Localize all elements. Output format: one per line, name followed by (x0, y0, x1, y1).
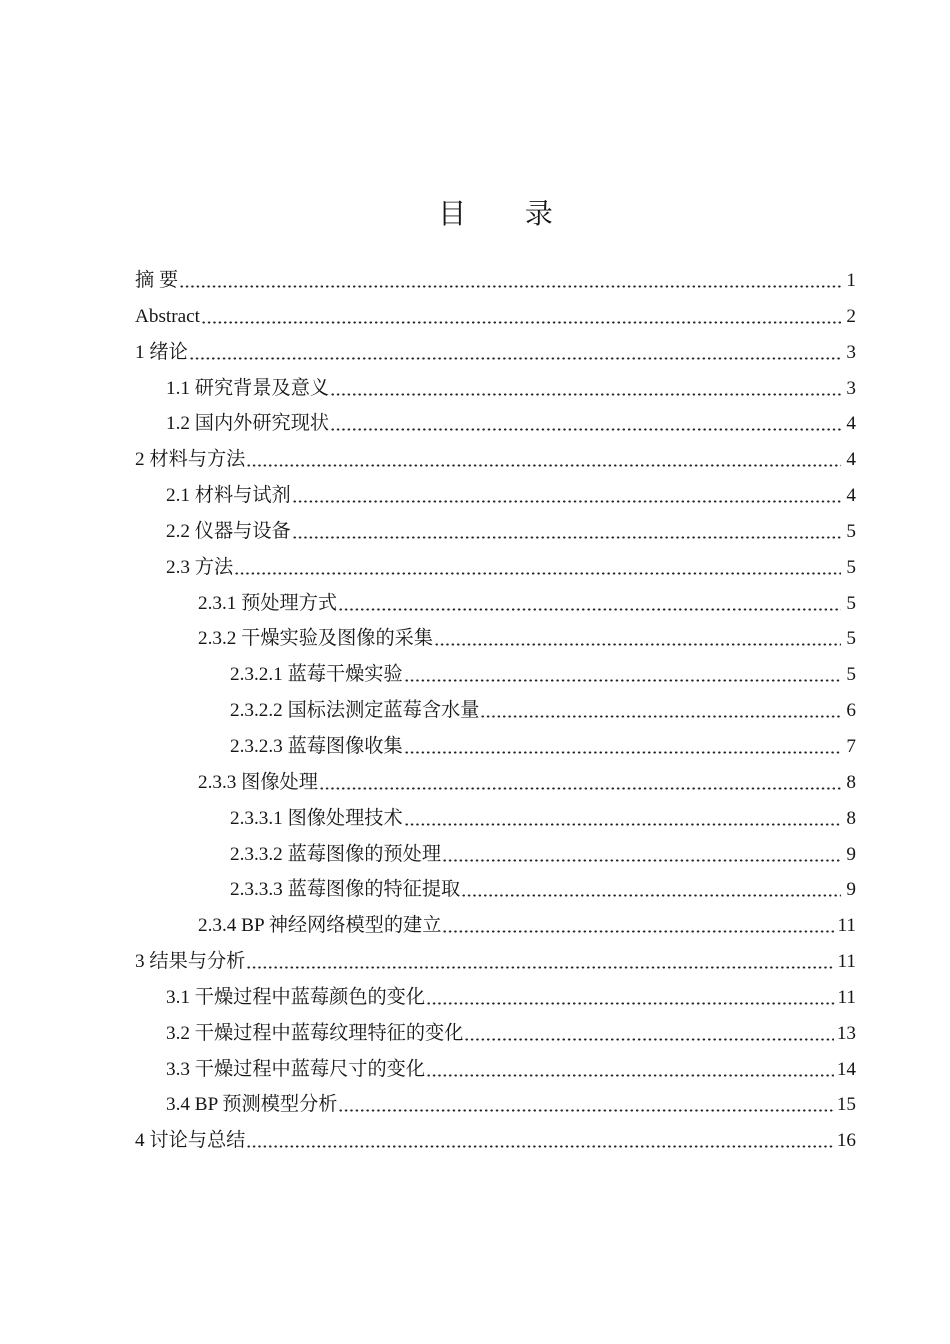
toc-entry-label: 2.3 方法 (166, 556, 234, 578)
toc-entry-label: 1.2 国内外研究现状 (166, 413, 330, 435)
toc-entry-page-number: 1 (846, 270, 856, 291)
toc-entry-label: 2.3.4 BP 神经网络模型的建立 (198, 915, 442, 937)
toc-entry-label: 3 结果与分析 (135, 951, 246, 973)
toc-entry-label: 3.3 干燥过程中蓝莓尺寸的变化 (166, 1058, 426, 1080)
toc-entry-label: 2.1 材料与试剂 (166, 485, 291, 507)
toc-entry[interactable] (135, 1087, 856, 1123)
toc-entry[interactable] (135, 980, 856, 1016)
toc-entry-page-number: 7 (846, 735, 856, 757)
toc-entry-label: 1.1 研究背景及意义 (166, 377, 330, 399)
dot-leader (201, 299, 841, 335)
dot-leader (442, 837, 841, 873)
toc-entry-page-number: 5 (846, 520, 856, 542)
dot-leader (404, 729, 841, 765)
dot-leader (464, 1016, 833, 1052)
toc-entry-label: 2.3.3.3 蓝莓图像的特征提取 (230, 879, 461, 901)
dot-leader (246, 442, 841, 478)
toc-entry[interactable] (135, 586, 856, 622)
toc-list (135, 263, 856, 1159)
toc-entry-label: Abstract (135, 305, 201, 327)
toc-entry[interactable] (135, 872, 856, 908)
dot-leader (461, 872, 841, 908)
toc-entry-page-number: 3 (846, 341, 856, 363)
toc-entry-label: 2.3.2.1 蓝莓干燥实验 (230, 664, 403, 686)
dot-leader (338, 1087, 833, 1123)
toc-entry[interactable] (135, 299, 856, 335)
toc-entry-label: 2.3.1 预处理方式 (198, 592, 338, 614)
toc-entry-page-number: 5 (846, 556, 856, 578)
toc-entry-page-number: 4 (846, 413, 856, 435)
toc-entry-label: 2 材料与方法 (135, 449, 246, 471)
toc-entry-label: 3.2 干燥过程中蓝莓纹理特征的变化 (166, 1022, 464, 1044)
toc-entry-label: 3.4 BP 预测模型分析 (166, 1094, 338, 1116)
toc-entry[interactable] (135, 263, 856, 299)
toc-entry-label: 1 绪论 (135, 341, 188, 363)
toc-entry-page-number: 2 (846, 305, 856, 327)
toc-entry[interactable] (135, 908, 856, 944)
toc-entry[interactable] (135, 693, 856, 729)
toc-entry-label: 2.3.2.3 蓝莓图像收集 (230, 735, 403, 757)
dot-leader (246, 944, 834, 980)
toc-entry-page-number: 13 (836, 1022, 856, 1044)
toc-entry-page-number: 8 (846, 771, 856, 793)
toc-entry-page-number: 5 (846, 592, 856, 614)
dot-leader (442, 908, 834, 944)
dot-leader (338, 586, 841, 622)
toc-entry[interactable] (135, 1016, 856, 1052)
dot-leader (480, 693, 841, 729)
toc-entry-page-number: 6 (846, 700, 856, 722)
toc-entry-page-number: 14 (836, 1058, 856, 1080)
toc-entry-label: 2.3.2 干燥实验及图像的采集 (198, 628, 434, 650)
toc-entry[interactable] (135, 729, 856, 765)
toc-entry-page-number: 5 (846, 628, 856, 650)
toc-entry-page-number: 11 (837, 951, 856, 973)
toc-entry-label: 3.1 干燥过程中蓝莓颜色的变化 (166, 986, 426, 1008)
toc-entry[interactable] (135, 621, 856, 657)
toc-entry[interactable] (135, 944, 856, 980)
toc-entry[interactable] (135, 335, 856, 371)
dot-leader (330, 371, 841, 407)
toc-entry-page-number: 11 (837, 915, 856, 937)
toc-entry[interactable] (135, 657, 856, 693)
toc-entry-label: 2.3.3.1 图像处理技术 (230, 807, 403, 829)
toc-entry[interactable] (135, 442, 856, 478)
dot-leader (434, 621, 841, 657)
dot-leader (426, 980, 834, 1016)
toc-entry-page-number: 8 (846, 807, 856, 829)
toc-entry-page-number: 4 (846, 485, 856, 507)
page-title: 目 录 (438, 199, 569, 230)
dot-leader (234, 550, 841, 586)
toc-entry[interactable] (135, 1052, 856, 1088)
toc-entry-label: 4 讨论与总结 (135, 1130, 246, 1152)
dot-leader (189, 335, 841, 371)
dot-leader (426, 1052, 834, 1088)
toc-entry[interactable] (135, 550, 856, 586)
toc-entry-page-number: 9 (846, 843, 856, 865)
toc-entry-page-number: 9 (846, 879, 856, 901)
toc-entry-page-number: 3 (846, 377, 856, 399)
dot-leader (404, 657, 841, 693)
toc-entry[interactable] (135, 406, 856, 442)
toc-entry[interactable] (135, 765, 856, 801)
toc-entry[interactable] (135, 371, 856, 407)
toc-entry-label: 2.3.3 图像处理 (198, 771, 318, 793)
dot-leader (179, 263, 841, 299)
dot-leader (246, 1123, 833, 1159)
toc-entry[interactable] (135, 478, 856, 514)
dot-leader (319, 765, 841, 801)
toc-entry-label: 2.3.2.2 国标法测定蓝莓含水量 (230, 700, 480, 722)
toc-entry-page-number: 16 (836, 1130, 856, 1152)
toc-entry-page-number: 5 (846, 664, 856, 686)
dot-leader (292, 514, 841, 550)
toc-entry-page-number: 11 (837, 986, 856, 1008)
dot-leader (330, 406, 841, 442)
toc-entry-label: 2.2 仪器与设备 (166, 520, 291, 542)
toc-entry-label: 摘 要 (135, 270, 179, 291)
dot-leader (292, 478, 841, 514)
dot-leader (404, 801, 841, 837)
toc-entry[interactable] (135, 801, 856, 837)
toc-entry[interactable] (135, 837, 856, 873)
toc-entry-page-number: 15 (836, 1094, 856, 1116)
toc-entry-label: 2.3.3.2 蓝莓图像的预处理 (230, 843, 442, 865)
toc-entry[interactable] (135, 1123, 856, 1159)
toc-entry[interactable] (135, 514, 856, 550)
toc-entry-page-number: 4 (846, 449, 856, 471)
